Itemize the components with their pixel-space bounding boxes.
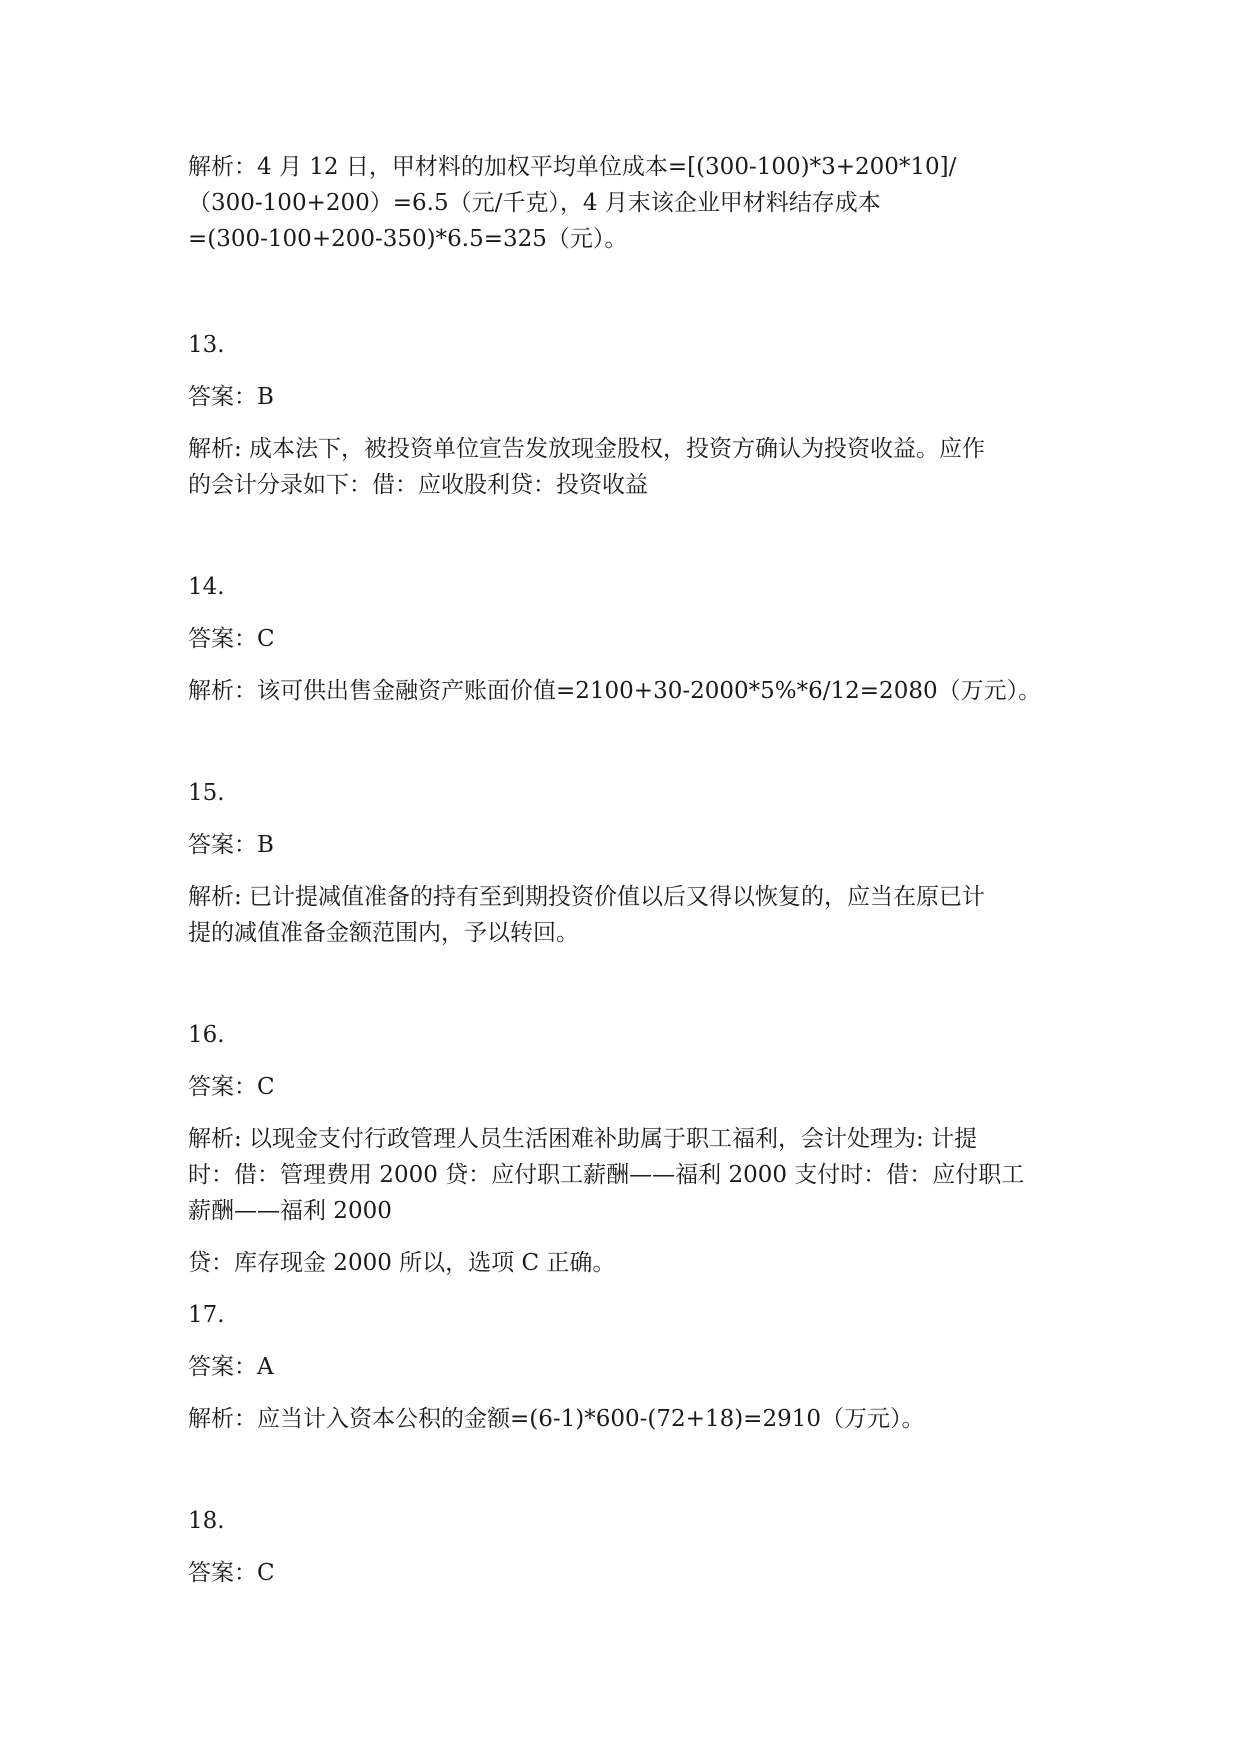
q16-analysis-line-4: 贷：库存现金 2000 所以，选项 C 正确。	[188, 1250, 616, 1276]
q17-number: 17.	[188, 1302, 225, 1328]
q17-answer: 答案：A	[188, 1354, 274, 1380]
q13-answer: 答案：B	[188, 384, 274, 410]
q12-analysis-line-1: 解析：4 月 12 日，甲材料的加权平均单位成本=[(300-100)*3+200*10]/	[188, 154, 957, 180]
q16-analysis-line-3: 薪酬——福利 2000	[188, 1198, 392, 1224]
q16-analysis-line-2: 时：借：管理费用 2000 贷：应付职工薪酬——福利 2000 支付时：借：应付职工	[188, 1162, 1025, 1188]
q13-analysis-line-2: 的会计分录如下：借：应收股利贷：投资收益	[188, 472, 648, 498]
q17-analysis-line-1: 解析：应当计入资本公积的金额=(6-1)*600-(72+18)=2910（万元）。	[188, 1406, 925, 1432]
q15-answer: 答案：B	[188, 832, 274, 858]
q14-answer: 答案：C	[188, 626, 275, 652]
q18-answer: 答案：C	[188, 1560, 275, 1586]
q16-number: 16.	[188, 1022, 225, 1048]
q15-analysis-line-2: 提的减值准备金额范围内，予以转回。	[188, 920, 579, 946]
q15-analysis-line-1: 解析: 已计提减值准备的持有至到期投资价值以后又得以恢复的，应当在原已计	[188, 884, 986, 910]
q13-number: 13.	[188, 332, 225, 358]
q15-number: 15.	[188, 780, 225, 806]
q16-analysis-line-1: 解析: 以现金支付行政管理人员生活困难补助属于职工福利，会计处理为: 计提	[188, 1126, 978, 1152]
q13-analysis-line-1: 解析: 成本法下，被投资单位宣告发放现金股权，投资方确认为投资收益。应作	[188, 436, 986, 462]
q12-analysis-line-3: =(300-100+200-350)*6.5=325（元）。	[188, 226, 628, 252]
q18-number: 18.	[188, 1508, 225, 1534]
q14-number: 14.	[188, 574, 225, 600]
q14-analysis-line-1: 解析：该可供出售金融资产账面价值=2100+30-2000*5%*6/12=2080（万元）。	[188, 678, 1042, 704]
q16-answer: 答案：C	[188, 1074, 275, 1100]
q12-analysis-line-2: （300-100+200）=6.5（元/千克），4 月末该企业甲材料结存成本	[188, 190, 881, 216]
